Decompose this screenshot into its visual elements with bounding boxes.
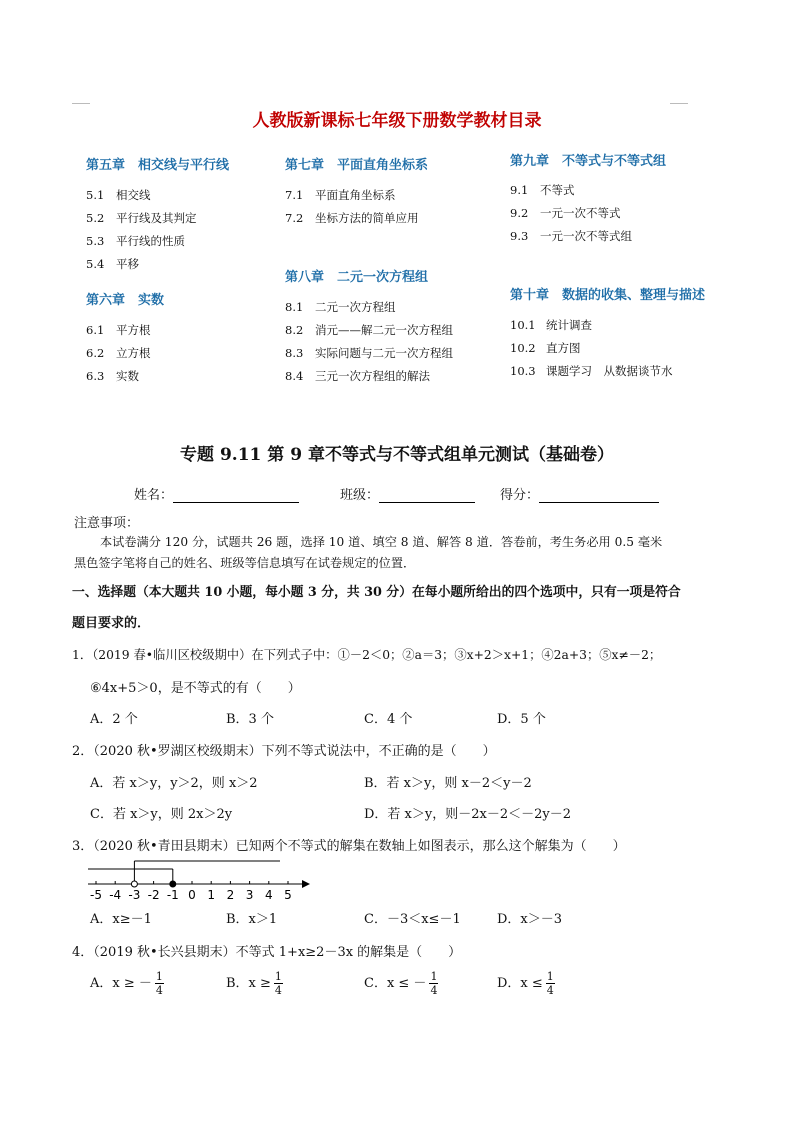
option-d[interactable]: D．x＞－3 [497,912,563,927]
toc-section: 7.2 坐标方法的简单应用 [285,211,419,225]
option-c[interactable]: C．若 x＞y，则 2x＞2y [90,807,233,822]
option-b[interactable]: B．x＞1 [226,912,278,927]
number-line-tick-label: -1 [166,888,179,902]
toc-section: 8.1 二元一次方程组 [285,300,396,314]
toc-column-3 [510,150,705,386]
fraction: $\frac{1}{4}$ [430,970,438,997]
closed-point [170,881,176,887]
toc-section: 10.2 直方图 [510,341,581,355]
option-a[interactable]: A．2 个 [90,712,138,727]
number-line-tick-label: 3 [245,888,254,902]
number-line-arrow [302,880,310,888]
number-line-tick-label: -3 [128,888,141,902]
option-a[interactable]: A．x≥－1 [90,912,152,927]
section-heading: 一、选择题（本大题共 10 小题，每小题 3 分，共 30 分）在每小题所给出的四个选项中，只有一项是符合 [72,585,681,600]
toc-section: 6.2 立方根 [86,346,151,360]
option-d[interactable]: D．5 个 [497,712,546,727]
name-label: 姓名： [134,488,174,503]
name-field[interactable] [134,484,299,503]
option-d[interactable]: D．若 x＞y，则－2x－2＜－2y－2 [364,807,571,822]
number-line-tick-label: 0 [188,888,196,902]
toc-section: 5.4 平移 [86,257,139,271]
toc-column-2 [285,154,453,391]
chapter-heading: 第八章 二元一次方程组 [285,270,429,285]
option-d[interactable]: D．x ≤ $\frac{1}{4}$ [497,970,554,997]
toc-section: 8.4 三元一次方程组的解法 [285,369,430,383]
toc-section: 8.2 消元——解二元一次方程组 [285,323,453,337]
toc-section: 10.3 课题学习 从数据谈节水 [510,364,673,378]
open-point [131,881,137,887]
chapter-heading: 第五章 相交线与平行线 [86,158,230,173]
notes-title: 注意事项： [74,516,140,531]
name-blank[interactable] [173,488,299,503]
number-line-tick-label: -5 [90,888,102,902]
question-2: 2．（2020 秋•罗湖区校级期末）下列不等式说法中，不正确的是（ ） [72,744,496,759]
number-line-tick-label: 1 [207,888,216,902]
toc-section: 5.2 平行线及其判定 [86,211,197,225]
notes-text: 黑色签字笔将自己的姓名、班级等信息填写在试卷规定的位置． [74,556,416,570]
option-b[interactable]: B．x ≥ $\frac{1}{4}$ [226,970,282,997]
option-a[interactable]: A．若 x＞y，y＞2，则 x＞2 [90,776,258,791]
toc-section: 10.1 统计调查 [510,318,592,332]
toc-section: 9.2 一元一次不等式 [510,206,621,220]
score-field[interactable] [500,484,659,503]
option-b[interactable]: B．若 x＞y，则 x－2＜y－2 [364,776,532,791]
toc-column-1 [86,154,229,391]
toc-section: 6.1 平方根 [86,323,151,337]
question-3: 3．（2020 秋•青田县期末）已知两个不等式的解集在数轴上如图表示，那么这个解集为（ ） [72,839,626,854]
number-line-figure [84,857,314,902]
page-corner-left [72,103,90,104]
score-label: 得分： [500,488,540,503]
fraction: $\frac{1}{4}$ [274,970,282,997]
number-line-tick-label: -4 [109,888,122,902]
toc-section: 5.1 相交线 [86,188,151,202]
toc-section: 9.1 不等式 [510,183,575,197]
quiz-title: 专题 9.11 第 9 章不等式与不等式组单元测试（基础卷） [180,445,614,465]
chapter-heading: 第六章 实数 [86,293,165,308]
question-1-cont: ⑥4x+5＞0，是不等式的有（ ） [90,681,301,696]
question-1: 1．（2019 春•临川区校级期中）在下列式子中：①－2＜0；②a＝3；③x+2＞x+1；④2a+3；⑤x≠－2； [72,648,662,662]
option-c[interactable]: C．x ≤ － $\frac{1}{4}$ [364,970,438,997]
page-corner-right [670,103,688,104]
score-blank[interactable] [539,488,659,503]
toc-section: 9.3 一元一次不等式组 [510,229,632,243]
option-c[interactable]: C．－3＜x≤－1 [364,912,461,927]
toc-section: 5.3 平行线的性质 [86,234,185,248]
number-line-tick-label: 2 [226,888,235,902]
number-line-tick-label: 4 [264,888,273,902]
toc-title: 人教版新课标七年级下册数学教材目录 [252,111,542,131]
fraction: $\frac{1}{4}$ [546,970,554,997]
class-blank[interactable] [379,488,475,503]
option-b[interactable]: B．3 个 [226,712,274,727]
fraction: $\frac{1}{4}$ [155,970,163,997]
option-c[interactable]: C．4 个 [364,712,413,727]
toc-section: 7.1 平面直角坐标系 [285,188,396,202]
notes-text: 本试卷满分 120 分，试题共 26 题，选择 10 道、填空 8 道、解答 8 道．答卷前，考生务必用 0.5 毫米 [100,535,663,549]
class-field[interactable] [340,484,475,503]
number-line-tick-label: 5 [284,888,292,902]
chapter-heading: 第九章 不等式与不等式组 [510,154,667,169]
question-4: 4．（2019 秋•长兴县期末）不等式 1+x≥2－3x 的解集是（ ） [72,945,462,960]
class-label: 班级： [340,488,380,503]
option-a[interactable]: A．x ≥ － $\frac{1}{4}$ [90,970,163,997]
chapter-heading: 第十章 数据的收集、整理与描述 [510,288,706,303]
chapter-heading: 第七章 平面直角坐标系 [285,158,429,173]
toc-section: 8.3 实际问题与二元一次方程组 [285,346,453,360]
toc-section: 6.3 实数 [86,369,139,383]
number-line-tick-label: -2 [147,888,160,902]
section-heading: 题目要求的． [72,616,151,631]
